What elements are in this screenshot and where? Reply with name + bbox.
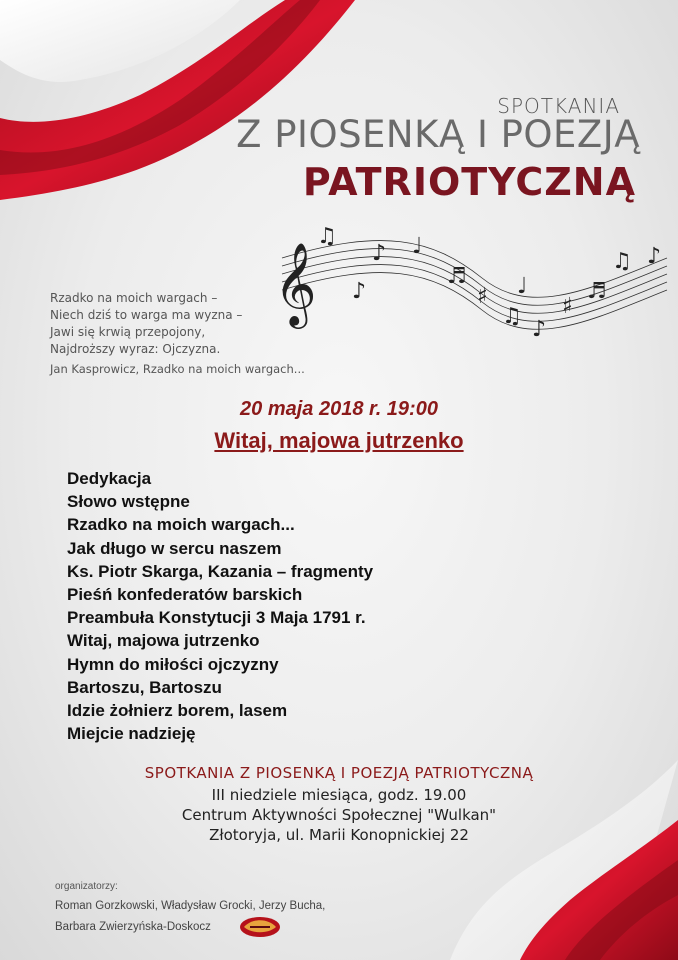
- event-date: 20 maja 2018 r. 19:00: [240, 398, 438, 420]
- svg-text:♪: ♪: [372, 241, 387, 266]
- svg-text:♪: ♪: [352, 279, 367, 304]
- svg-text:♫: ♫: [317, 224, 337, 249]
- quote-source: Jan Kasprowicz, Rzadko na moich wargach...: [50, 362, 305, 376]
- quote-line: Rzadko na moich wargach –: [50, 291, 218, 305]
- organizers-line-2: Barbara Zwierzyńska-Doskocz: [55, 921, 211, 933]
- svg-text:♫: ♫: [502, 304, 522, 329]
- footer-schedule: III niedziele miesiąca, godz. 19.00: [211, 786, 467, 804]
- organizers-line-1: Roman Gorzkowski, Władysław Grocki, Jerzy Bucha,: [55, 900, 326, 912]
- event-title: Witaj, majowa jutrzenko: [214, 428, 464, 453]
- svg-text:♯: ♯: [562, 294, 573, 319]
- program-item: Preambuła Konstytucji 3 Maja 1791 r.: [67, 608, 366, 628]
- svg-text:♪: ♪: [647, 244, 662, 269]
- music-staff-illustration: [262, 218, 672, 368]
- quote-line: Niech dziś to warga ma wyzna –: [50, 308, 243, 322]
- svg-text:♩: ♩: [412, 234, 423, 259]
- quote-line: Jawi się krwią przepojony,: [50, 325, 206, 339]
- footer-address: Złotoryja, ul. Marii Konopnickiej 22: [209, 826, 469, 844]
- program-item: Miejcie nadzieję: [67, 724, 196, 744]
- svg-text:♬: ♬: [447, 264, 467, 289]
- svg-text:♬: ♬: [587, 279, 607, 304]
- program-item: Bartoszu, Bartoszu: [67, 677, 222, 697]
- poem-quote: [50, 290, 242, 358]
- svg-text:♪: ♪: [532, 317, 547, 342]
- program-item: Słowo wstępne: [67, 492, 190, 512]
- svg-text:♫: ♫: [612, 249, 632, 274]
- program-item: Witaj, majowa jutrzenko: [67, 631, 260, 651]
- header-line-2: Z PIOSENKĄ I POEZJĄ: [236, 113, 640, 156]
- organizers-label: organizatorzy:: [55, 881, 118, 892]
- program-item: Dedykacja: [67, 469, 152, 488]
- svg-text:♯: ♯: [477, 284, 488, 309]
- program-item: Jak długo w sercu naszem: [67, 538, 282, 558]
- treble-clef-icon: 𝄞: [274, 241, 317, 325]
- program-item: Hymn do miłości ojczyzny: [67, 654, 279, 674]
- program-item: Rzadko na moich wargach...: [67, 515, 295, 535]
- program-item: Pieśń konfederatów barskich: [67, 584, 303, 604]
- footer-series: SPOTKANIA Z PIOSENKĄ I POEZJĄ PATRIOTYCZNĄ: [144, 764, 534, 782]
- program-item: Idzie żołnierz borem, lasem: [67, 700, 288, 720]
- organizer-logo-icon: [238, 914, 282, 940]
- program-item: Ks. Piotr Skarga, Kazania – fragmenty: [67, 561, 374, 581]
- svg-text:♩: ♩: [517, 274, 528, 299]
- footer-venue: Centrum Aktywności Społecznej "Wulkan": [181, 806, 497, 824]
- footer-info: [0, 764, 678, 846]
- program-list: [67, 467, 373, 745]
- header-line-1: SPOTKANIA: [497, 94, 620, 118]
- header-line-3: PATRIOTYCZNĄ: [302, 160, 636, 204]
- quote-line: Najdroższy wyraz: Ojczyzna.: [50, 342, 221, 356]
